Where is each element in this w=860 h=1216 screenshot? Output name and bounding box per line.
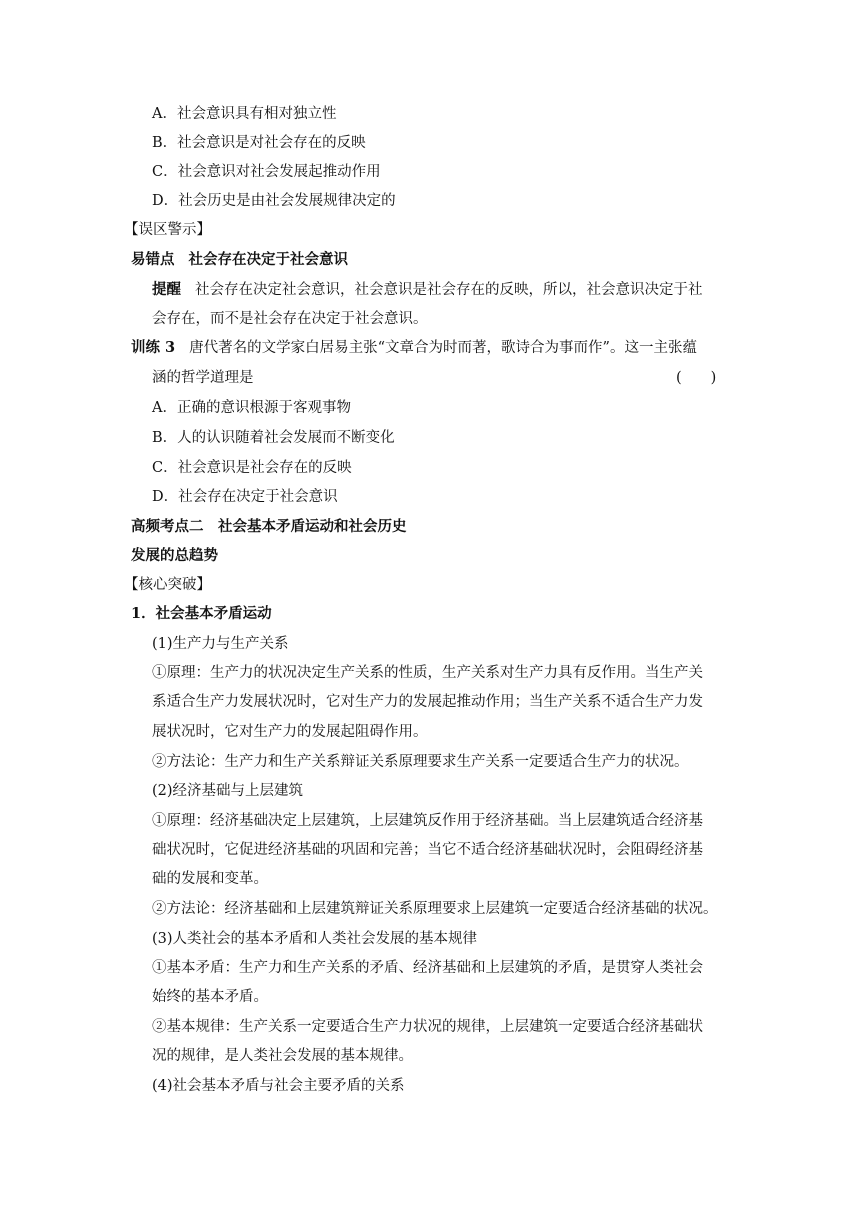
body-line: 系适合生产力发展状况时，它对生产力的发展起推动作用；当生产关系不适合生产力发 <box>152 694 703 710</box>
body-line: (4)社会基本矛盾与社会主要矛盾的关系 <box>152 1078 405 1094</box>
body-line: ①原理：生产力的状况决定生产关系的性质，生产关系对生产力具有反作用。当生产关 <box>152 665 703 681</box>
training3-label: 训练 3 <box>131 339 176 356</box>
training3-option-b: B．人的认识随着社会发展而不断变化 <box>152 430 395 446</box>
body-line: ①基本矛盾：生产力和生产关系的矛盾、经济基础和上层建筑的矛盾，是贯穿人类社会 <box>152 960 703 976</box>
body-line: 展状况时，它对生产力的发展起阻碍作用。 <box>152 724 428 740</box>
training3-line-1 <box>131 338 697 358</box>
body-line: 础状况时，它促进经济基础的巩固和完善；当它不适合经济基础状况时，会阻碍经济基 <box>152 842 703 858</box>
hint-line-1 <box>152 280 703 300</box>
body-line: 始终的基本矛盾。 <box>152 989 268 1005</box>
warning-label: 易错点 <box>131 251 175 268</box>
prev-option-c: C．社会意识对社会发展起推动作用 <box>152 164 381 180</box>
body-line: ①原理：经济基础决定上层建筑，上层建筑反作用于经济基础。当上层建筑适合经济基 <box>152 813 703 829</box>
training3-option-c: C．社会意识是社会存在的反映 <box>152 460 352 476</box>
hint-text-1: 社会存在决定社会意识，社会意识是社会存在的反映，所以，社会意识决定于社 <box>195 282 703 298</box>
prev-option-a: A．社会意识具有相对独立性 <box>152 106 337 122</box>
prev-option-d: D．社会历史是由社会发展规律决定的 <box>152 193 396 209</box>
body-line: (1)生产力与生产关系 <box>152 636 289 652</box>
body-line: ②方法论：生产力和生产关系辩证关系原理要求生产关系一定要适合生产力的状况。 <box>152 754 689 770</box>
body-line: 础的发展和变革。 <box>152 871 268 887</box>
warning-header: 【误区警示】 <box>124 222 211 238</box>
body-line: (2)经济基础与上层建筑 <box>152 783 304 799</box>
prev-option-b: B．社会意识是对社会存在的反映 <box>152 135 366 151</box>
body-line: 况的规律，是人类社会发展的基本规律。 <box>152 1048 413 1064</box>
item1-title: 1．社会基本矛盾运动 <box>131 605 272 622</box>
training3-option-d: D．社会存在决定于社会意识 <box>152 489 338 505</box>
body-line: (3)人类社会的基本矛盾和人类社会发展的基本规律 <box>152 931 478 947</box>
hint-label: 提醒 <box>152 281 181 298</box>
section-title-line-2: 发展的总趋势 <box>131 547 218 564</box>
section-title-line-1: 高频考点二 社会基本矛盾运动和社会历史 <box>131 518 407 535</box>
warning-title: 社会存在决定于社会意识 <box>188 251 348 268</box>
training3-stem-2: 涵的哲学道理是 <box>152 370 254 386</box>
training3-option-a: A．正确的意识根源于客观事物 <box>152 400 351 416</box>
hint-line-2: 会存在，而不是社会存在决定于社会意识。 <box>152 311 428 327</box>
body-line: ②方法论：经济基础和上层建筑辩证关系原理要求上层建筑一定要适合经济基础的状况。 <box>152 901 718 917</box>
body-line: ②基本规律：生产关系一定要适合生产力状况的规律，上层建筑一定要适合经济基础状 <box>152 1019 703 1035</box>
training3-stem-1: 唐代著名的文学家白居易主张“文章合为时而著，歌诗合为事而作”。这一主张蕴 <box>189 340 697 356</box>
core-header: 【核心突破】 <box>124 577 211 593</box>
warning-title-line <box>131 250 348 270</box>
answer-blank: ( ) <box>676 370 717 386</box>
